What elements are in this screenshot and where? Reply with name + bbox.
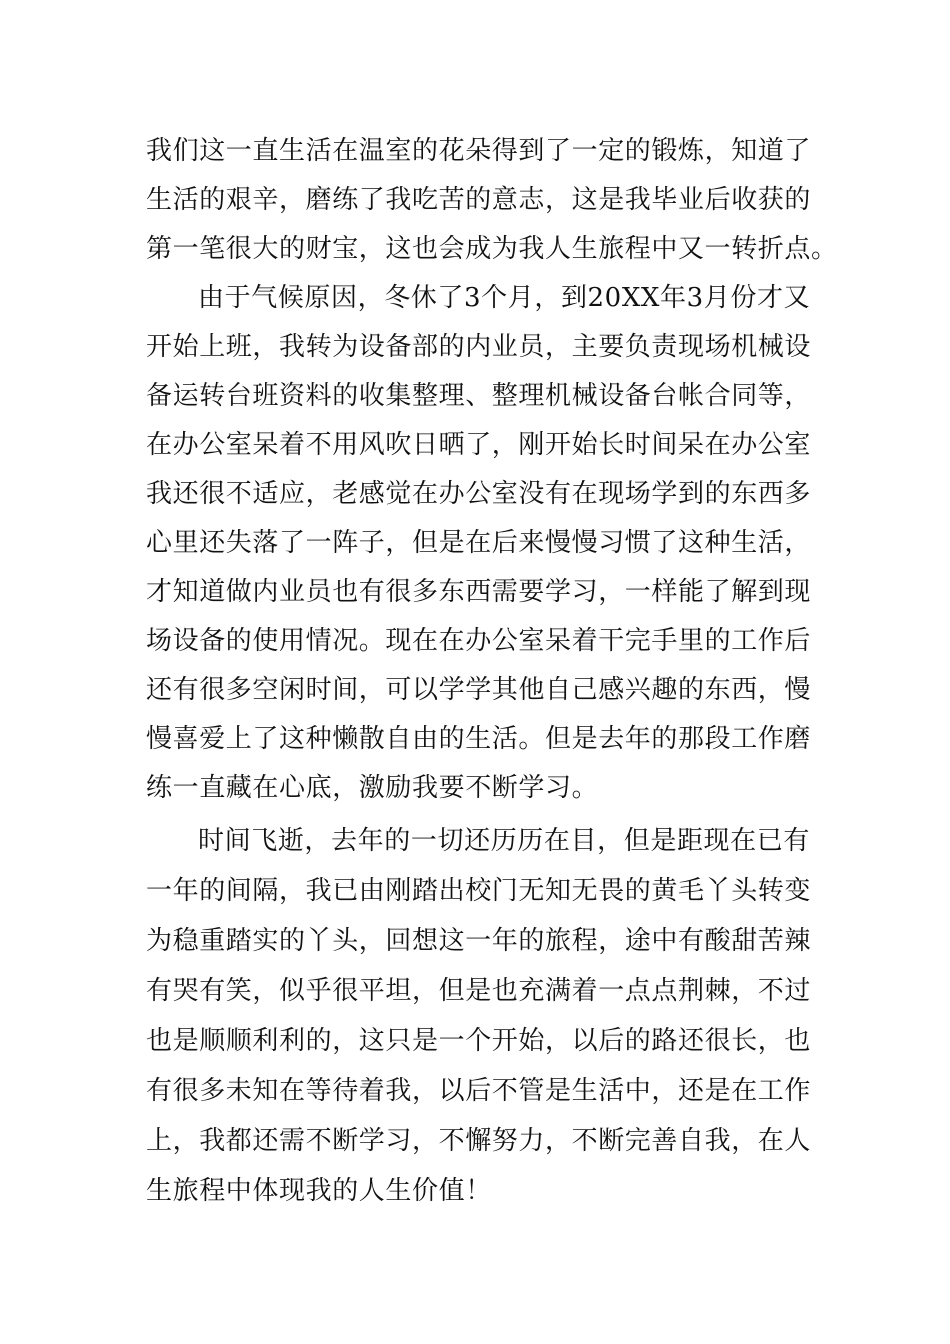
- text-line: 我们这一直生活在温室的花朵得到了一定的锻炼，知道了: [146, 136, 812, 166]
- text-line: 一年的间隔，我已由刚踏出校门无知无畏的黄毛丫头转变: [146, 876, 812, 906]
- text-line: 有哭有笑，似乎很平坦，但是也充满着一点点荆棘，不过: [146, 976, 812, 1006]
- text-line: 为稳重踏实的丫头，回想这一年的旅程，途中有酸甜苦辣: [146, 926, 812, 956]
- text-line: 有很多未知在等待着我，以后不管是生活中，还是在工作: [146, 1076, 812, 1106]
- text-line: 上，我都还需不断学习，不懈努力，不断完善自我，在人: [146, 1126, 812, 1156]
- text-line: 第一笔很大的财宝，这也会成为我人生旅程中又一转折点。: [146, 234, 838, 264]
- text-line: 生活的艰辛，磨练了我吃苦的意志，这是我毕业后收获的: [146, 185, 812, 215]
- text-line: 练一直藏在心底，激励我要不断学习。: [146, 773, 599, 803]
- text-line: 在办公室呆着不用风吹日晒了，刚开始长时间呆在办公室: [146, 430, 812, 460]
- paragraph-first-line: 由于气候原因，冬休了3个月，到20XX年3月份才又: [198, 283, 811, 313]
- text-line: 我还很不适应，老感觉在办公室没有在现场学到的东西多: [146, 479, 812, 509]
- text-line: 场设备的使用情况。现在在办公室呆着干完手里的工作后: [146, 626, 812, 656]
- text-line: 开始上班，我转为设备部的内业员，主要负责现场机械设: [146, 332, 812, 362]
- text-line: 备运转台班资料的收集整理、整理机械设备台帐合同等，: [146, 381, 812, 411]
- text-line: 慢喜爱上了这种懒散自由的生活。但是去年的那段工作磨: [146, 724, 812, 754]
- text-line: 生旅程中体现我的人生价值！: [146, 1176, 492, 1206]
- text-line: 才知道做内业员也有很多东西需要学习，一样能了解到现: [146, 577, 812, 607]
- paragraph-first-line: 时间飞逝，去年的一切还历历在目，但是距现在已有: [198, 826, 810, 856]
- text-line: 心里还失落了一阵子，但是在后来慢慢习惯了这种生活，: [146, 528, 812, 558]
- text-line: 也是顺顺利利的，这只是一个开始，以后的路还很长，也: [146, 1026, 812, 1056]
- text-line: 还有很多空闲时间，可以学学其他自己感兴趣的东西，慢: [146, 675, 812, 705]
